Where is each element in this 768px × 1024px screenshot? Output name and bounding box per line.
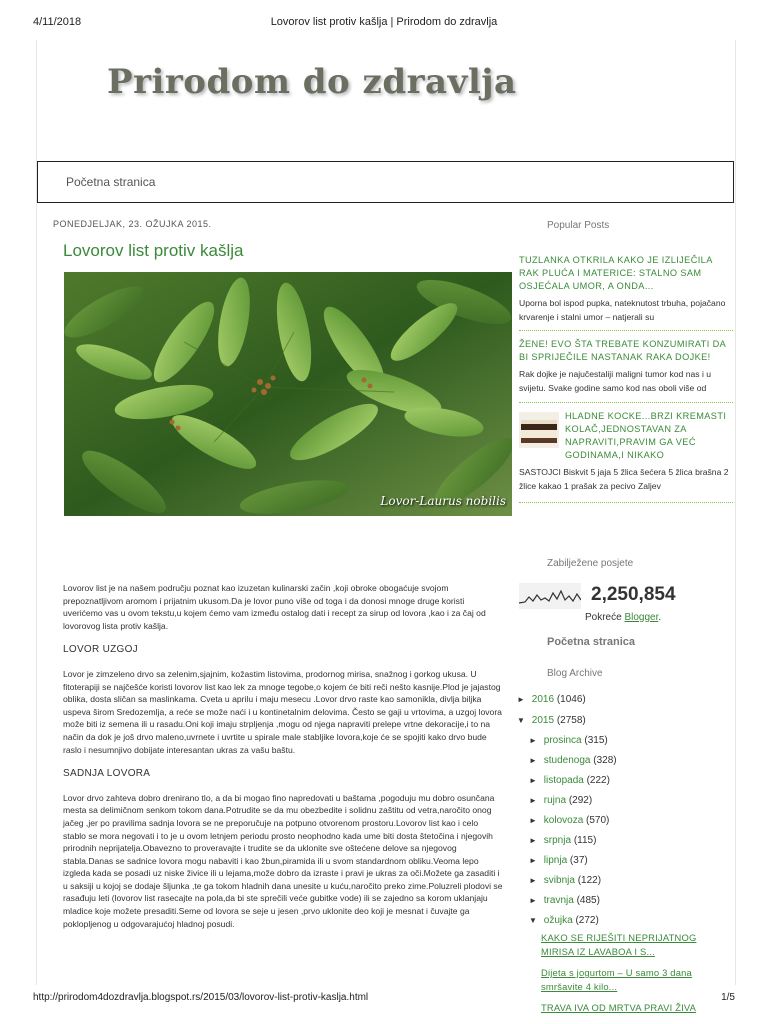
archive-count: (272)	[575, 915, 599, 926]
archive-count: (292)	[568, 795, 593, 806]
print-title: Lovorov list protiv kašlja | Prirodom do zdravlja	[270, 16, 498, 28]
powered-by	[585, 612, 661, 623]
popular-post-snippet: SASTOJCI Biskvit 5 jaja 5 žlica šećera 5 žlica brašna 2 žlice kakao 1 prašak za pecivo Zaljev	[519, 467, 729, 491]
post-intro-paragraph: Lovorov list je na našem području poznat kao izuzetan kulinarski začin ,koji obroke obogaćuje svojom prepoznatljivom aromom i prijatnim ukusom.Da je lovor puno više od toga i da donosi mnoge druge koristi uverićemo vas u ovom tekstu,u kojem ćemo vam između ostalog dati i recept za sirup od lovora ,kao i za čaj od lovorovog lista protiv kašlja.	[63, 583, 486, 631]
collapsed-triangle-icon[interactable]: ►	[517, 695, 525, 704]
archive-post-link[interactable]: KAKO SE RIJEŠITI NEPRIJATNOG MIRISA IZ LAVABOA I S...	[541, 932, 697, 957]
print-page-number: 1/5	[721, 992, 735, 1003]
post-image[interactable]	[64, 272, 512, 516]
archive-month-label[interactable]: svibnja	[543, 875, 575, 886]
collapsed-triangle-icon[interactable]: ►	[529, 756, 537, 765]
print-url: http://prirodom4dozdravlja.blogspot.rs/2015/03/lovorov-list-protiv-kaslja.html	[33, 992, 369, 1003]
popular-post-snippet: Rak dojke je najučestaliji maligni tumor kod nas i u svijetu. Svake godine samo kod nas oboli više od	[519, 369, 712, 393]
collapsed-triangle-icon[interactable]: ►	[529, 816, 537, 825]
collapsed-triangle-icon[interactable]: ►	[529, 776, 537, 785]
visits-counter: 2,250,854	[591, 584, 676, 605]
image-caption: Lovor-Laurus nobilis	[380, 494, 506, 508]
archive-year-label[interactable]: 2016	[531, 694, 555, 705]
archive-month-label[interactable]: travnja	[543, 895, 574, 906]
archive-month[interactable]	[529, 795, 592, 806]
post-paragraph-uzgoj: Lovor je zimzeleno drvo sa zelenim,sjajnim, kožastim listovima, prodornog mirisa, snažnog i gorkog ukusa. U fitoterapiji se najčešće koristi lovorov list kao lek za mnoge tegobe,o kojem će biti reči nešto kasnije.Plod je jajastog oblika, dosta sličan sa maslinkama. Cveta u aprilu i maju mesecu .Lovor drvo raste kao samonikla, divlja biljka uspeva širom Sredozemlja, a reće se može naći i u kontinetalnim delovima. Često se gaji u vrtovima, a uzgoj lovora može biti iz semena ili u rasadu.Oni koji imaju strpljenja ,mogu od njega napraviti prelepe vrtne dekoracije,i to na način da dok je još drvo maleno,uvrnete i uvrtite u spirale male stabljike lovora,koje će se spojiti kako drvo bude raslo i nesumnjivo dobijate interesantan ukras za vašu baštu.	[63, 668, 502, 755]
archive-month[interactable]	[529, 915, 599, 926]
popular-post-item[interactable]	[519, 338, 733, 403]
archive-count: (570)	[586, 815, 610, 826]
archive-month[interactable]	[529, 855, 588, 866]
powered-by-suffix: .	[658, 612, 662, 623]
popular-post-snippet: Uporna bol ispod pupka, nateknutost trbuha, pojačano krvarenje i stalni umor – natjerali su	[519, 298, 726, 322]
archive-year-2016[interactable]	[517, 694, 586, 705]
sidebar-home-link[interactable]: Početna stranica	[547, 636, 636, 648]
collapsed-triangle-icon[interactable]: ►	[529, 796, 537, 805]
archive-count: (1046)	[556, 694, 586, 705]
laurel-leaves-photo	[64, 272, 512, 516]
post-body	[63, 582, 503, 942]
archive-month[interactable]	[529, 835, 596, 846]
archive-month[interactable]	[529, 875, 601, 886]
popular-post-title[interactable]: HLADNE KOCKE...BRZI KREMASTI KOLAČ,JEDNOSTAVAN ZA NAPRAVITI,PRAVIM GA VEĆ GODINAMA,I NIKAKO	[565, 411, 727, 460]
collapsed-triangle-icon[interactable]: ►	[529, 896, 537, 905]
archive-month[interactable]	[529, 895, 600, 906]
powered-by-prefix: Pokreće	[585, 612, 625, 623]
expanded-triangle-icon[interactable]: ▼	[517, 716, 525, 725]
collapsed-triangle-icon[interactable]: ►	[529, 856, 537, 865]
archive-count: (37)	[569, 855, 588, 866]
archive-count: (222)	[586, 775, 610, 786]
archive-month-label[interactable]: lipnja	[543, 855, 568, 866]
post-paragraph-sadnja: Lovor drvo zahteva dobro drenirano tlo, a da bi mogao fino napredovati u baštama ,pogoduju mu dobro osunčana mesta sa delimičnom senkom tokom dana.Potrudite se da mu obezbedite i solidnu zaštitu od vetra,naročito onog jačeg ,jer po pravilima sadnja lovora se ne preporučuje na potpuno otvorenom prostoru.Lovorov list kao i celo stablo se mora negovati i to je u ovom letnjem periodu prosto neophodno kada ume biti dosta štetočina i njegovih prirodnih neprijatelja.Obavezno to proveravajte i trudite se da uklonite sve oštećene delove sa njegovog stabla.Danas se sadnice lovora mogu nabaviti i kao žbun,piramida ili u svom standardnom obliku.Veoma lepo izgleda kada se posadi uz niske živice ili u lejama,može dobro da izraste i pravi je ukras za oči.Možete ga zasaditi i u saksiji u kojoj se dodaje šljunka ,te ga tokom hladnih dana unesite u kuću,naročito preko zime.Poluzreli plodovi se rasađuju leti (lovorov list rasecajte na pola,da bi ste sprečili veće gubitke vode) ili se zajedno sa korom uklanjaju mladice koje možete presaditi.Seme od lovora se seje u jesen ,prvo uklonite deo koji je mesnat i čuvajte ga poklopljenog u odgovarajućoj hladnoj posudi.	[63, 792, 503, 929]
archive-month[interactable]	[529, 775, 610, 786]
collapsed-triangle-icon[interactable]: ►	[529, 836, 537, 845]
archive-month-label[interactable]: ožujka	[543, 915, 573, 926]
visits-sparkline-icon	[519, 583, 581, 609]
post-title[interactable]: Lovorov list protiv kašlja	[63, 241, 244, 260]
archive-count: (485)	[576, 895, 600, 906]
blog-archive-heading: Blog Archive	[547, 668, 603, 679]
popular-post-item[interactable]	[519, 254, 733, 331]
expanded-triangle-icon[interactable]: ▼	[529, 916, 537, 925]
archive-month-label[interactable]: listopada	[543, 775, 584, 786]
blog-header	[37, 40, 735, 160]
collapsed-triangle-icon[interactable]: ►	[529, 876, 537, 885]
archive-month[interactable]	[529, 735, 608, 746]
section-heading-uzgoj: LOVOR UZGOJ	[63, 644, 138, 656]
print-date: 4/11/2018	[33, 16, 82, 28]
archive-month-label[interactable]: prosinca	[543, 735, 582, 746]
archive-count: (2758)	[556, 715, 586, 726]
archive-count: (315)	[584, 735, 608, 746]
archive-month[interactable]	[529, 815, 609, 826]
archive-month-label[interactable]: studenoga	[543, 755, 591, 766]
nav-bar	[37, 161, 734, 203]
archive-year-2015[interactable]	[517, 715, 586, 726]
blogger-link[interactable]: Blogger	[624, 612, 659, 623]
archive-count: (328)	[593, 755, 617, 766]
archive-count: (115)	[573, 835, 597, 846]
section-heading-sadnja: SADNJA LOVORA	[63, 768, 151, 780]
popular-post-title[interactable]: TUZLANKA OTKRILA KAKO JE IZLIJEČILA RAK PLUĆA I MATERICE: STALNO SAM OSJEĆALA UMOR, A ONDA...	[519, 255, 713, 291]
archive-post-link[interactable]: TRAVA IVA OD MRTVA PRAVI ŽIVA	[541, 1002, 697, 1013]
collapsed-triangle-icon[interactable]: ►	[529, 736, 537, 745]
archive-month[interactable]	[529, 755, 617, 766]
cake-thumbnail-icon[interactable]	[519, 412, 559, 448]
popular-posts-heading: Popular Posts	[547, 220, 610, 231]
archive-year-label[interactable]: 2015	[531, 715, 555, 726]
nav-home-link[interactable]: Početna stranica	[66, 175, 156, 189]
post-date: PONEDJELJAK, 23. OŽUJKA 2015.	[53, 219, 212, 229]
blog-title[interactable]: Prirodom do zdravlja	[107, 62, 517, 102]
archive-month-label[interactable]: rujna	[543, 795, 567, 806]
archive-post-link[interactable]: Dijeta s jogurtom – U samo 3 dana smršavite 4 kilo...	[541, 967, 692, 992]
archive-count: (122)	[577, 875, 602, 886]
archive-month-label[interactable]: srpnja	[543, 835, 572, 846]
visits-heading: Zabilježene posjete	[547, 558, 634, 569]
popular-post-item[interactable]	[519, 410, 733, 503]
popular-post-title[interactable]: ŽENE! EVO ŠTA TREBATE KONZUMIRATI DA BI SPRIJEČILE NASTANAK RAKA DOJKE!	[519, 339, 726, 362]
archive-month-label[interactable]: kolovoza	[543, 815, 584, 826]
